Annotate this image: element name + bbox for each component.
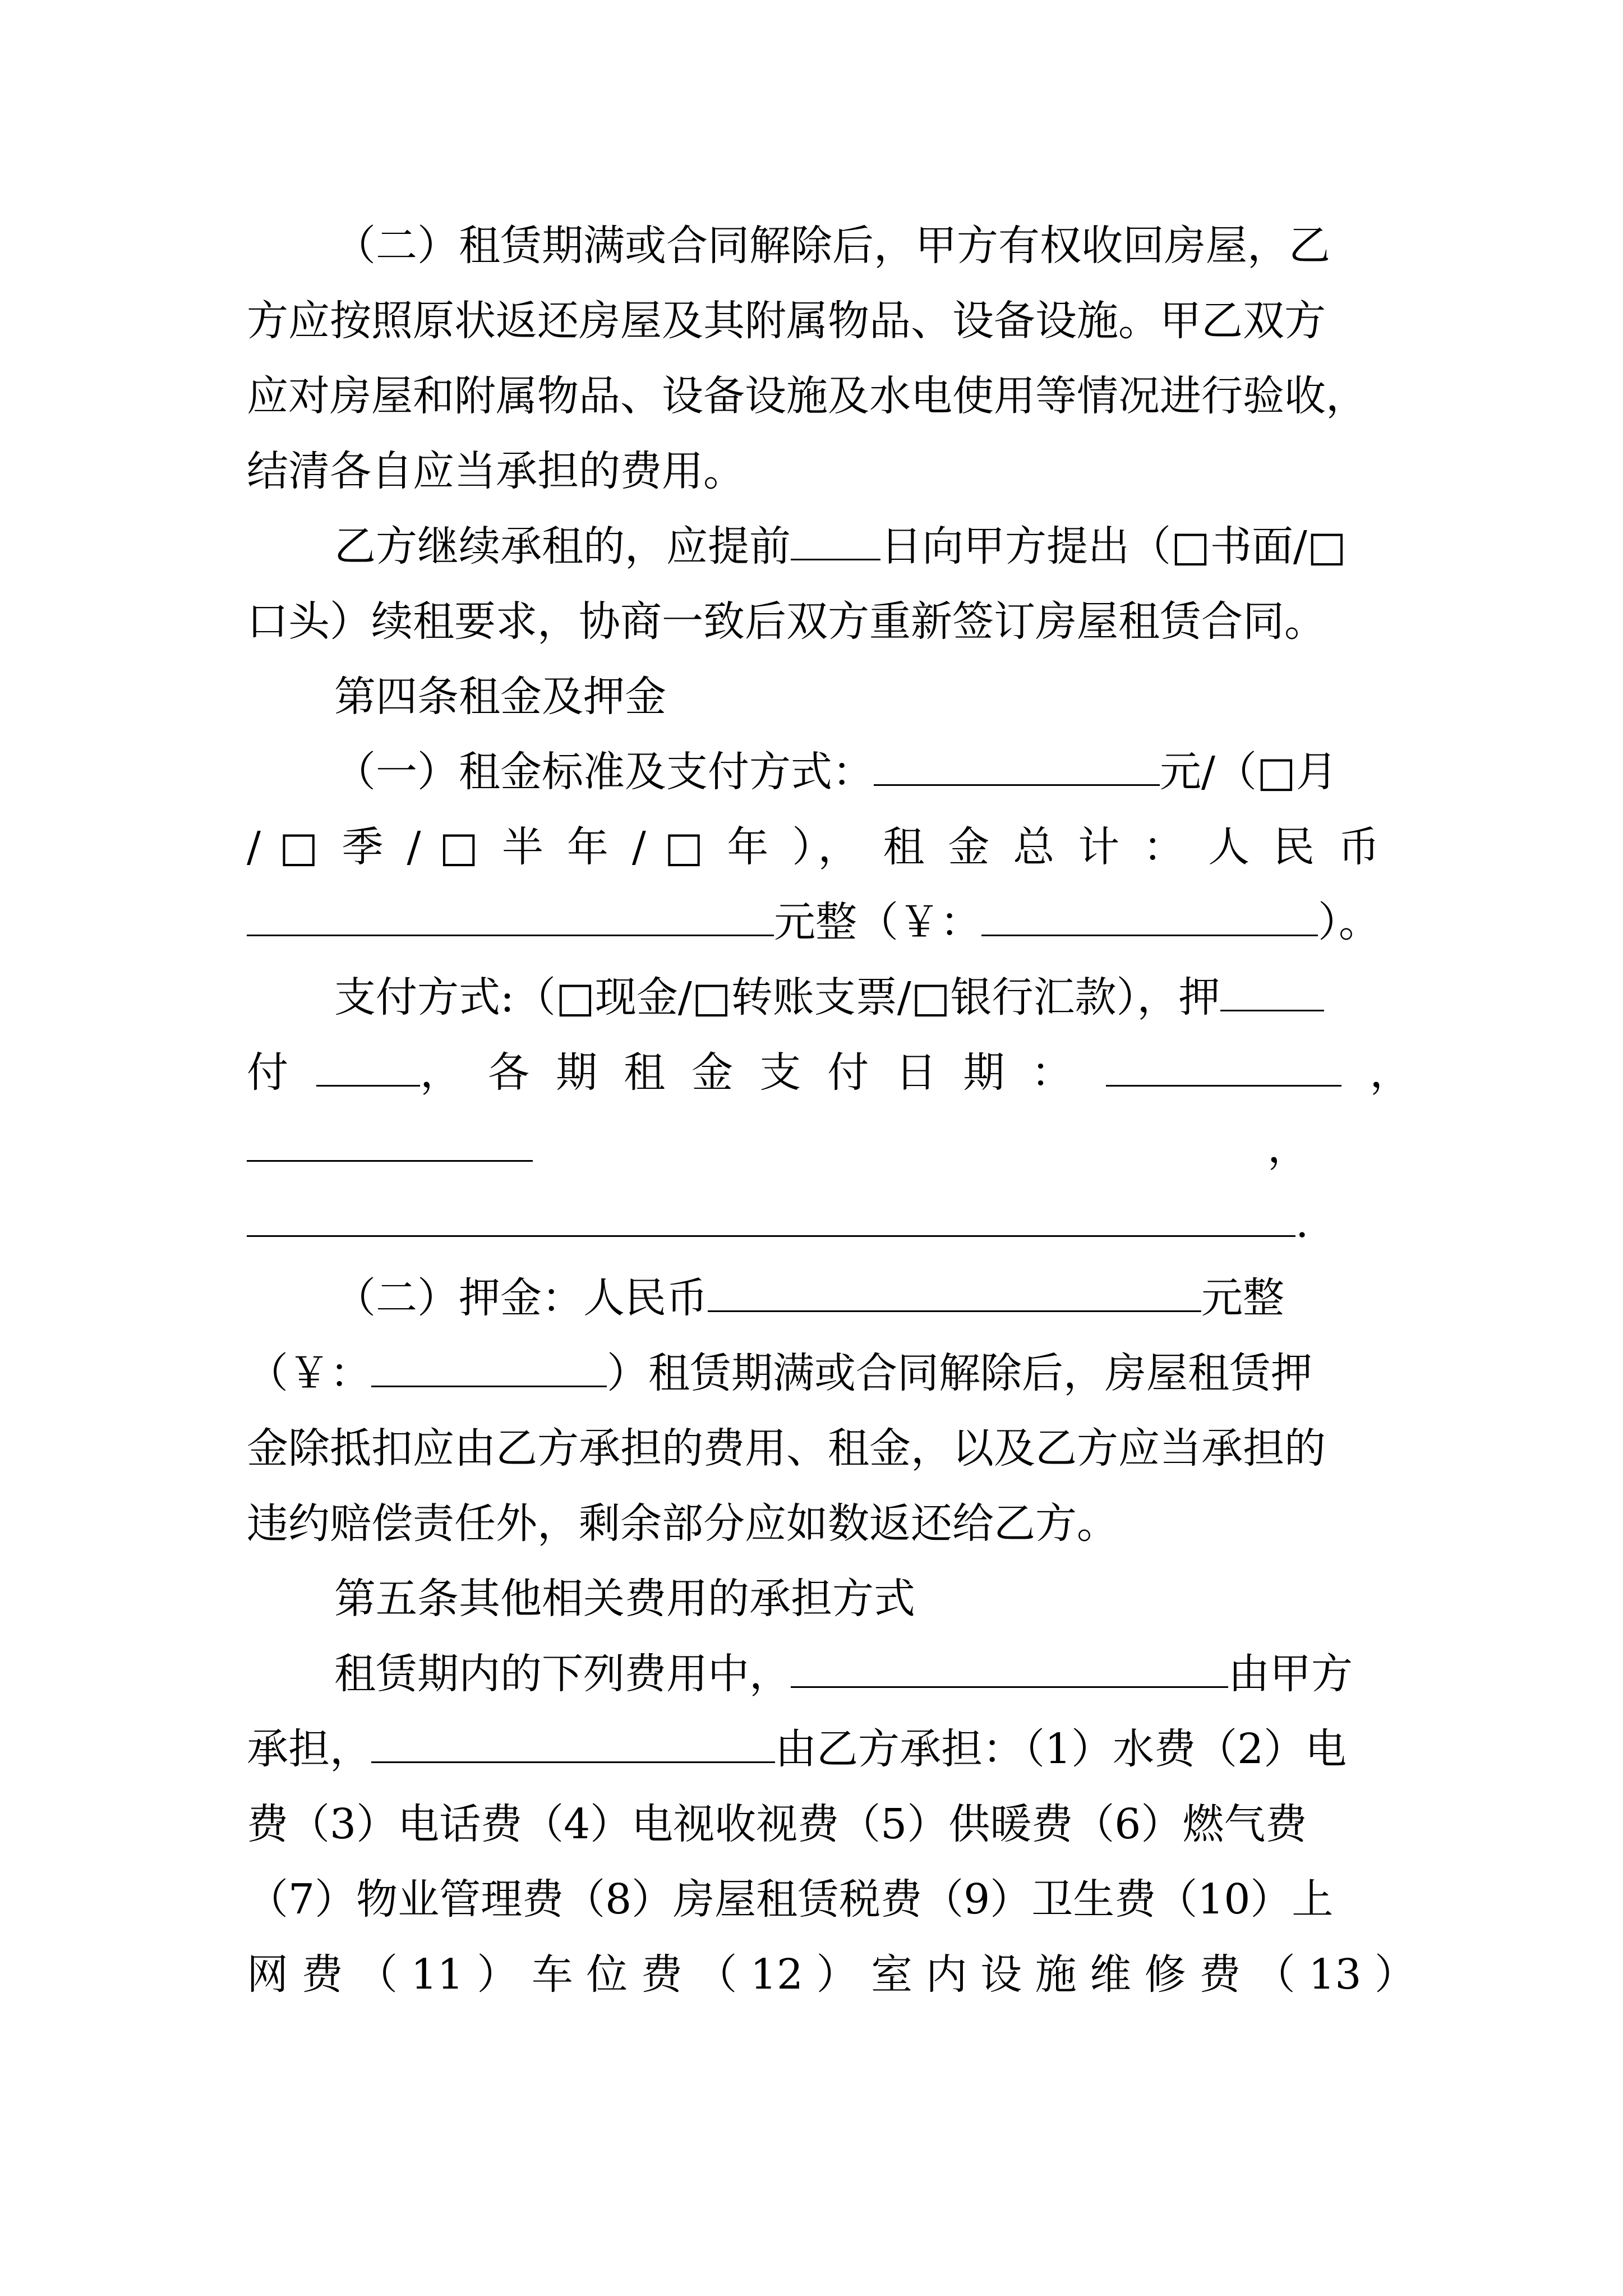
payment-date-blank-3 <box>247 1200 1295 1237</box>
text-run: 元整 <box>1201 1274 1284 1322</box>
deposit-line-2 <box>247 1348 1380 1398</box>
days-blank <box>791 524 880 560</box>
text-run: ， <box>1370 1048 1412 1097</box>
text-run: 应对房屋和附属物品、设备设施及水电使用等情况进行验收， <box>247 372 1367 420</box>
text-run: 由乙方承担：（1）水费（2）电 <box>775 1725 1347 1773</box>
text-run: 付 <box>247 1048 288 1097</box>
deposit-line-3 <box>247 1423 1380 1474</box>
text-run: ， <box>1267 1124 1309 1172</box>
text-run: 元整（￥： <box>774 898 981 946</box>
text-run: 第四条租金及押金 <box>334 673 666 721</box>
rent-total-blank <box>247 900 774 936</box>
text-run: 口头）续租要求，协商一致后双方重新签订房屋租赁合同。 <box>247 597 1326 646</box>
rent-standard-line-1 <box>334 747 1380 797</box>
tenant-fees-blank <box>371 1727 775 1763</box>
fees-line-5 <box>247 1949 1416 2000</box>
payment-method-line-1 <box>334 972 1380 1023</box>
text-run: 元/（□月 <box>1160 748 1338 796</box>
text-run: 金除抵扣应由乙方承担的费用、租金，以及乙方应当承担的 <box>247 1424 1326 1473</box>
renewal-line-2 <box>247 596 1380 647</box>
text-run: （￥： <box>247 1349 371 1397</box>
deposit-line-1 <box>334 1273 1380 1323</box>
paragraph-2-line-3 <box>247 371 1380 421</box>
text-run: 支付方式:（□现金/□转账支票/□银行汇款），押 <box>334 973 1220 1022</box>
article-5-heading <box>334 1573 1380 1624</box>
text-run: 承担， <box>247 1725 371 1773</box>
text-run: ）。 <box>1318 898 1380 946</box>
text-run: . <box>1295 1199 1309 1247</box>
fees-line-2 <box>247 1724 1380 1774</box>
text-run: 网 费 （ 11 ） 车 位 费 （ 12 ） 室 内 设 施 维 修 费 （ 13 ） <box>247 1950 1416 1999</box>
text-run: 乙方继续承租的，应提前 <box>334 522 791 570</box>
text-run: 费（3）电话费（4）电视收视费（5）供暖费（6）燃气费 <box>247 1800 1307 1848</box>
text-run: ， 各 期 租 金 支 付 日 期 ： <box>420 1048 1073 1097</box>
fees-line-4 <box>247 1874 1380 1925</box>
renewal-line-1 <box>334 521 1380 572</box>
text-run: 由甲方 <box>1228 1650 1353 1698</box>
text-run: 租赁期内的下列费用中， <box>334 1650 791 1698</box>
text-run: （二）押金：人民币 <box>334 1274 708 1322</box>
rent-standard-line-2 <box>247 822 1380 872</box>
text-run: 结清各自应当承担的费用。 <box>247 447 745 495</box>
paragraph-2-line-2 <box>247 296 1380 346</box>
deposit-months-blank <box>1220 975 1324 1011</box>
paragraph-2-line-4 <box>247 446 1380 496</box>
payment-date-blank-1 <box>1106 1050 1341 1087</box>
deposit-line-4 <box>247 1498 1380 1549</box>
deposit-amount-blank <box>708 1276 1201 1312</box>
text-run: 违约赔偿责任外，剩余部分应如数返还给乙方。 <box>247 1499 1118 1548</box>
fees-line-3 <box>247 1799 1380 1849</box>
text-run: 日向甲方提出（□书面/□ <box>880 522 1347 570</box>
paragraph-2-line-1 <box>334 220 1380 271</box>
payment-method-line-3 <box>247 1122 1380 1173</box>
text-run: （二）租赁期满或合同解除后，甲方有权收回房屋，乙 <box>334 222 1330 270</box>
text-run: / □ 季 / □ 半 年 / □ 年 ）， 租 金 总 计 ： 人 民 币 <box>247 823 1380 871</box>
pay-months-blank <box>316 1050 420 1087</box>
landlord-fees-blank <box>791 1651 1228 1688</box>
fees-line-1 <box>334 1649 1380 1699</box>
rent-total-line <box>247 897 1380 947</box>
text-run: （一）租金标准及支付方式： <box>334 748 874 796</box>
text-run: ）租赁期满或合同解除后，房屋租赁押 <box>607 1349 1312 1397</box>
rent-total-figure-blank <box>981 900 1318 936</box>
rent-amount-blank <box>874 749 1160 786</box>
deposit-figure-blank <box>371 1351 607 1387</box>
payment-date-blank-2 <box>247 1125 533 1162</box>
article-4-heading <box>334 671 1380 722</box>
text-run: 方应按照原状返还房屋及其附属物品、设备设施。甲乙双方 <box>247 297 1326 345</box>
payment-method-line-2 <box>247 1047 1412 1098</box>
payment-method-line-4 <box>247 1198 1380 1248</box>
text-run: 第五条其他相关费用的承担方式 <box>334 1575 915 1623</box>
text-run: （7）物业管理费（8）房屋租赁税费（9）卫生费（10）上 <box>247 1875 1334 1924</box>
